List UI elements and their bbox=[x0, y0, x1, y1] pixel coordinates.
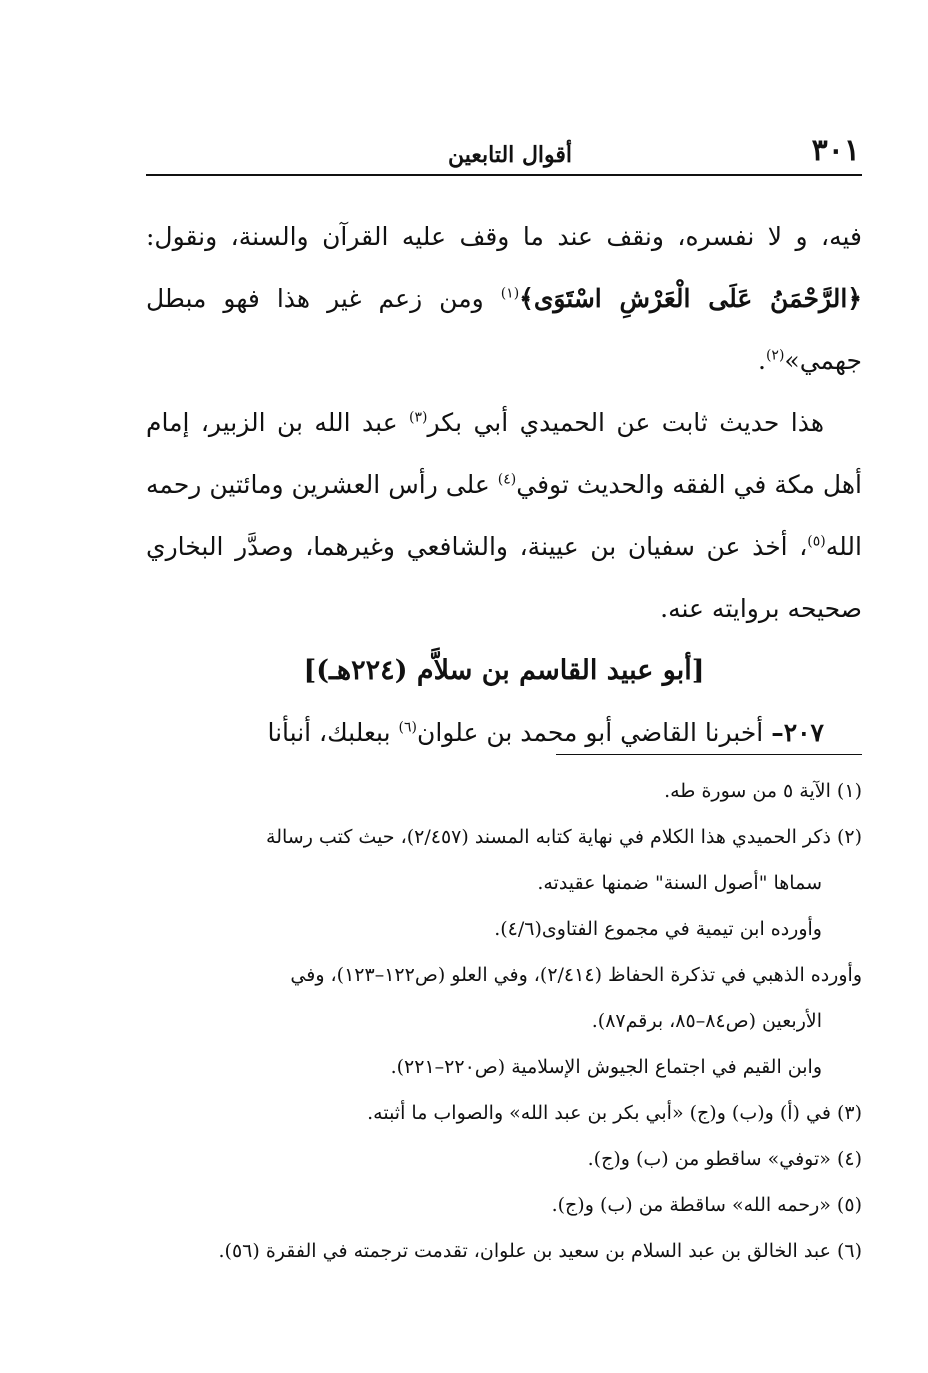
footnote-2: (٢) ذكر الحميدي هذا الكلام في نهاية كتابه المسند (٢/٤٥٧)، حيث كتب رسالة bbox=[266, 826, 862, 848]
paragraph-1-rest: ومن زعم غير هذا فهو مبطل جهمي» bbox=[146, 284, 862, 375]
footnote-2-continuation-1: سماها "أصول السنة" ضمنها عقيدته. bbox=[537, 872, 822, 894]
item-number: ٢٠٧– bbox=[771, 718, 824, 747]
paragraph-2-d: ، أخذ عن سفيان بن عيينة، والشافعي وغيرهما، وصدَّر البخاري صحيحه بروايته عنه. bbox=[146, 532, 862, 623]
page-header bbox=[148, 118, 860, 168]
running-title: أقوال التابعين bbox=[448, 142, 573, 168]
footnote-3: (٣) في (أ) و(ب) و(ج) «أبي بكر بن عبد الله» والصواب ما أثبته. bbox=[367, 1102, 862, 1124]
footnote-ref-3: (٣) bbox=[409, 409, 428, 426]
paragraph-2-b: عبد الله بن الزبير، إمام أهل مكة في الفقه والحديث توفي bbox=[146, 408, 862, 499]
quran-verse: ﴿الرَّحْمَنُ عَلَى الْعَرْشِ اسْتَوَى﴾ bbox=[519, 284, 862, 313]
footnote-ref-4: (٤) bbox=[497, 471, 517, 488]
paragraph-2-c: على رأس العشرين ومائتين رحمه الله bbox=[146, 470, 862, 561]
paragraph-1-line-1: فيه، و لا نفسره، ونقف عند ما وقف عليه القرآن والسنة، ونقول: bbox=[146, 222, 862, 251]
footnote-4: (٤) «توفي» ساقطو من (ب) و(ج). bbox=[587, 1148, 862, 1170]
footnote-2-continuation-4: الأربعين (ص٨٤–٨٥، برقم٨٧). bbox=[591, 1010, 822, 1032]
footnotes bbox=[146, 768, 862, 1274]
footnote-ref-5: (٥) bbox=[807, 533, 826, 550]
footnote-ref-1: (١) bbox=[500, 285, 520, 302]
header-divider bbox=[146, 174, 862, 176]
footnote-2-continuation-5: وابن القيم في اجتماع الجيوش الإسلامية (ص٢٢٠–٢٢١). bbox=[390, 1056, 822, 1078]
main-text bbox=[146, 206, 862, 764]
footnote-2-continuation-2: وأورده ابن تيمية في مجموع الفتاوى(٤/٦). bbox=[494, 918, 822, 940]
paragraph-1 bbox=[146, 206, 862, 392]
footnote-2-continuation-3: وأورده الذهبي في تذكرة الحفاظ (٢/٤١٤)، وفي العلو (ص١٢٢–١٢٣)، وفي bbox=[290, 964, 862, 986]
paragraph-2-a: هذا حديث ثابت عن الحميدي أبي بكر bbox=[427, 408, 825, 437]
footnote-divider bbox=[556, 754, 862, 755]
paragraph-1-end: . bbox=[758, 346, 766, 375]
section-heading: [أبو عبيد القاسم بن سلاَّم (٢٢٤هـ)] bbox=[303, 655, 705, 686]
item-text-a: أخبرنا القاضي أبو محمد بن علوان bbox=[416, 718, 772, 747]
footnote-5: (٥) «رحمه الله» ساقطة من (ب) و(ج). bbox=[551, 1194, 862, 1216]
paragraph-2 bbox=[146, 392, 862, 640]
footnote-1: (١) الآية ٥ من سورة طه. bbox=[664, 780, 862, 802]
item-text-b: ببعلبك، أنبأنا bbox=[267, 718, 399, 747]
footnote-6: (٦) عبد الخالق بن عبد السلام بن سعيد بن علوان، تقدمت ترجمته في الفقرة (٥٦). bbox=[218, 1240, 862, 1262]
footnote-ref-2: (٢) bbox=[765, 347, 785, 364]
page-number: ٣٠١ bbox=[811, 133, 860, 168]
footnote-ref-6: (٦) bbox=[398, 719, 417, 736]
